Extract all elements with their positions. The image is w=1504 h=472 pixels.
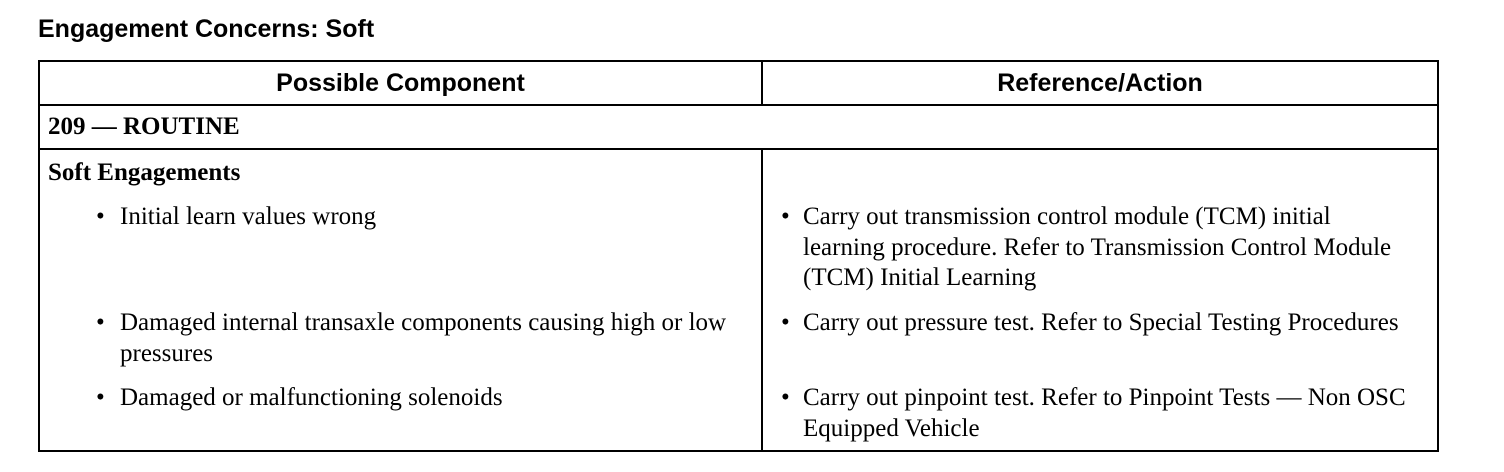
- section-label: 209 — ROUTINE: [39, 105, 1438, 149]
- bullet-icon: •: [96, 203, 105, 230]
- header-row: [39, 61, 1438, 105]
- list-item: [40, 383, 761, 450]
- action-text: Carry out pinpoint test. Refer to Pinpoint Tests — Non OSC Equipped Vehicle: [803, 384, 1406, 442]
- bullet-icon: •: [781, 309, 790, 336]
- list-item: [763, 383, 1437, 450]
- page-title: Engagement Concerns: Soft: [38, 15, 375, 43]
- component-cell: [39, 149, 762, 451]
- action-cell: [762, 149, 1438, 451]
- concerns-table: [38, 60, 1439, 452]
- bullet-icon: •: [781, 203, 790, 230]
- action-text: Carry out transmission control module (TCM) initial learning procedure. Refer to Transmission Control Module (TCM) Initial Learning: [803, 203, 1392, 291]
- component-text: Damaged or malfunctioning solenoids: [120, 384, 503, 411]
- component-text: Initial learn values wrong: [120, 203, 377, 230]
- bullet-icon: •: [781, 384, 790, 411]
- bullet-icon: •: [96, 309, 105, 336]
- bullet-icon: •: [96, 384, 105, 411]
- section-row: [39, 105, 1438, 149]
- column-header-reference-action: Reference/Action: [762, 61, 1438, 105]
- action-text: Carry out pressure test. Refer to Special Testing Procedures: [803, 309, 1399, 336]
- list-item: [40, 202, 761, 308]
- list-item: [763, 202, 1437, 308]
- list-item: [40, 308, 761, 383]
- table-row: [39, 149, 1438, 451]
- group-title: Soft Engagements: [48, 159, 241, 186]
- list-item: [763, 308, 1437, 383]
- component-text: Damaged internal transaxle components causing high or low pressures: [120, 309, 727, 367]
- column-header-possible-component: Possible Component: [39, 61, 762, 105]
